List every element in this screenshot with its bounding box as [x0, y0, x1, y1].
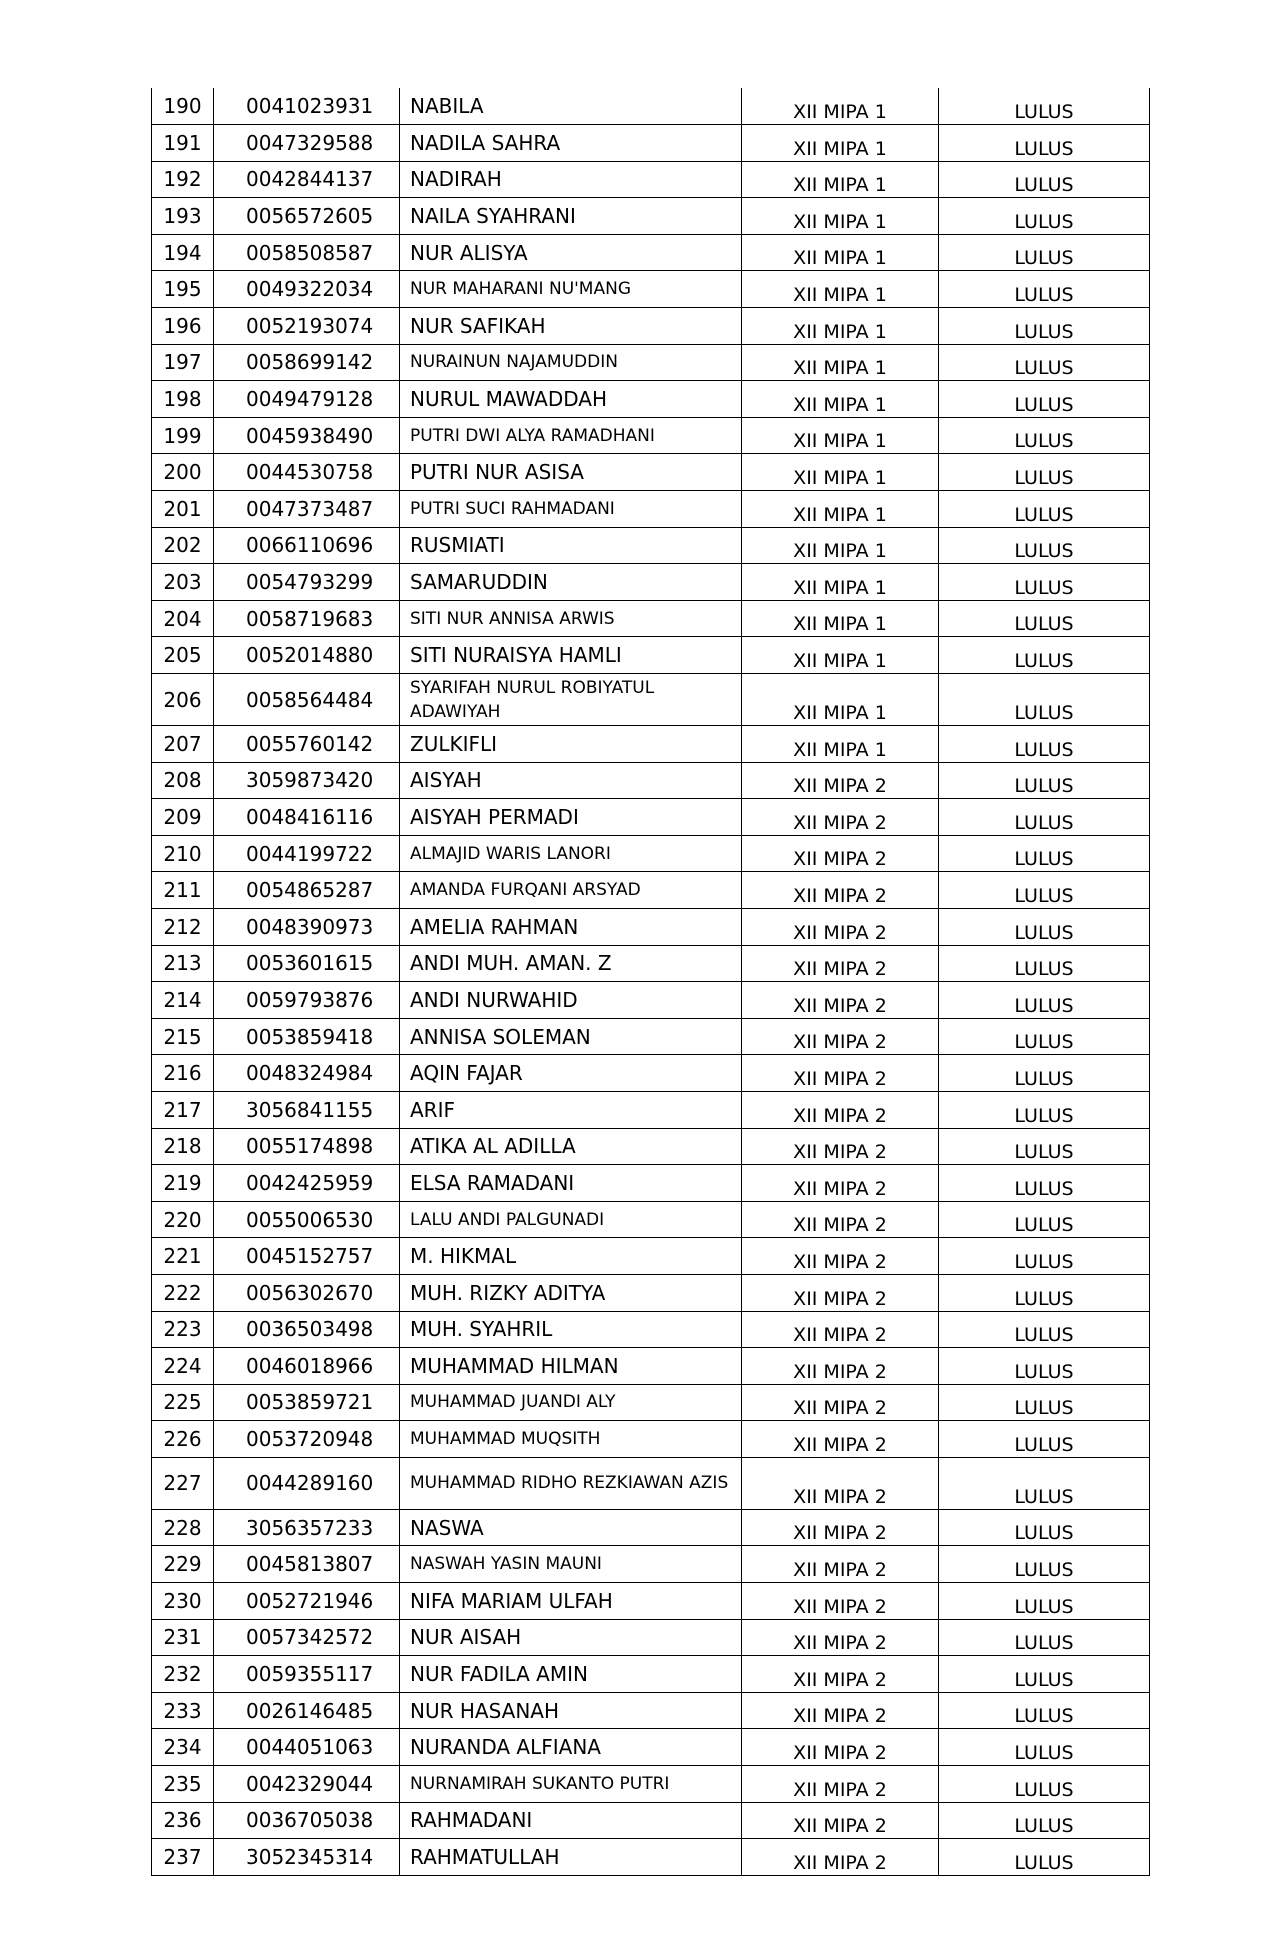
row-number: 235 — [152, 1766, 214, 1803]
row-number: 192 — [152, 161, 214, 198]
student-class: XII MIPA 2 — [742, 1457, 939, 1509]
student-name: NUR AISAH — [400, 1619, 742, 1656]
graduation-status: LULUS — [939, 454, 1150, 491]
student-id: 0044051063 — [214, 1729, 400, 1766]
student-id: 0052193074 — [214, 308, 400, 345]
table-row — [152, 945, 1150, 982]
row-number: 205 — [152, 637, 214, 674]
student-class: XII MIPA 2 — [742, 1583, 939, 1620]
table-row — [152, 491, 1150, 528]
row-number: 236 — [152, 1802, 214, 1839]
student-name: SITI NUR ANNISA ARWIS — [400, 600, 742, 637]
table-row — [152, 726, 1150, 763]
table-row — [152, 1839, 1150, 1876]
graduation-status: LULUS — [939, 381, 1150, 418]
student-name: NUR MAHARANI NU'MANG — [400, 271, 742, 308]
student-id: 0058699142 — [214, 344, 400, 381]
student-name: NUR ALISYA — [400, 234, 742, 271]
row-number: 212 — [152, 908, 214, 945]
graduation-status: LULUS — [939, 674, 1150, 726]
student-class: XII MIPA 1 — [742, 674, 939, 726]
row-number: 193 — [152, 198, 214, 235]
student-name: ANDI MUH. AMAN. Z — [400, 945, 742, 982]
student-class: XII MIPA 2 — [742, 1091, 939, 1128]
table-row — [152, 799, 1150, 836]
row-number: 203 — [152, 564, 214, 601]
student-class: XII MIPA 2 — [742, 1656, 939, 1693]
row-number: 206 — [152, 674, 214, 726]
table-row — [152, 381, 1150, 418]
student-class: XII MIPA 2 — [742, 1802, 939, 1839]
row-number: 237 — [152, 1839, 214, 1876]
student-id: 0044199722 — [214, 835, 400, 872]
graduation-status: LULUS — [939, 88, 1150, 125]
student-id: 0045938490 — [214, 417, 400, 454]
student-class: XII MIPA 2 — [742, 1311, 939, 1348]
graduation-status: LULUS — [939, 234, 1150, 271]
student-id: 0055174898 — [214, 1128, 400, 1165]
student-id: 0055006530 — [214, 1201, 400, 1238]
student-id: 0053859721 — [214, 1384, 400, 1421]
table-row — [152, 674, 1150, 726]
graduation-status: LULUS — [939, 1201, 1150, 1238]
student-class: XII MIPA 1 — [742, 527, 939, 564]
student-name: SITI NURAISYA HAMLI — [400, 637, 742, 674]
graduation-status: LULUS — [939, 1583, 1150, 1620]
table-row — [152, 1201, 1150, 1238]
student-class: XII MIPA 1 — [742, 491, 939, 528]
graduation-status: LULUS — [939, 1457, 1150, 1509]
student-id: 0042425959 — [214, 1165, 400, 1202]
row-number: 220 — [152, 1201, 214, 1238]
student-id: 0026146485 — [214, 1692, 400, 1729]
table-row — [152, 1018, 1150, 1055]
student-name: ELSA RAMADANI — [400, 1165, 742, 1202]
student-class: XII MIPA 2 — [742, 1384, 939, 1421]
table-row — [152, 1509, 1150, 1546]
row-number: 226 — [152, 1421, 214, 1458]
student-class: XII MIPA 2 — [742, 872, 939, 909]
student-id: 0048324984 — [214, 1055, 400, 1092]
table-row — [152, 982, 1150, 1019]
student-name: NASWA — [400, 1509, 742, 1546]
table-row — [152, 872, 1150, 909]
student-class: XII MIPA 1 — [742, 271, 939, 308]
student-name: PUTRI SUCI RAHMADANI — [400, 491, 742, 528]
student-id: 0052014880 — [214, 637, 400, 674]
table-row — [152, 1457, 1150, 1509]
student-name: LALU ANDI PALGUNADI — [400, 1201, 742, 1238]
table-row — [152, 1238, 1150, 1275]
table-row — [152, 564, 1150, 601]
graduation-status: LULUS — [939, 1619, 1150, 1656]
student-id: 0047329588 — [214, 125, 400, 162]
student-class: XII MIPA 2 — [742, 908, 939, 945]
student-name: AMANDA FURQANI ARSYAD — [400, 872, 742, 909]
row-number: 213 — [152, 945, 214, 982]
row-number: 208 — [152, 762, 214, 799]
graduation-status: LULUS — [939, 417, 1150, 454]
student-name: MUHAMMAD RIDHO REZKIAWAN AZIS — [400, 1457, 742, 1509]
student-id: 0042844137 — [214, 161, 400, 198]
row-number: 202 — [152, 527, 214, 564]
table-row — [152, 125, 1150, 162]
table-row — [152, 1384, 1150, 1421]
student-class: XII MIPA 2 — [742, 1238, 939, 1275]
student-id: 0047373487 — [214, 491, 400, 528]
graduation-status: LULUS — [939, 1802, 1150, 1839]
graduation-status: LULUS — [939, 161, 1150, 198]
student-class: XII MIPA 2 — [742, 1274, 939, 1311]
row-number: 219 — [152, 1165, 214, 1202]
student-id: 0052721946 — [214, 1583, 400, 1620]
student-id: 0045152757 — [214, 1238, 400, 1275]
graduation-status: LULUS — [939, 271, 1150, 308]
graduation-status: LULUS — [939, 1421, 1150, 1458]
student-class: XII MIPA 1 — [742, 198, 939, 235]
student-id: 0059793876 — [214, 982, 400, 1019]
student-class: XII MIPA 1 — [742, 726, 939, 763]
table-row — [152, 1128, 1150, 1165]
student-class: XII MIPA 2 — [742, 762, 939, 799]
row-number: 207 — [152, 726, 214, 763]
student-name: NURANDA ALFIANA — [400, 1729, 742, 1766]
student-class: XII MIPA 2 — [742, 1128, 939, 1165]
student-class: XII MIPA 1 — [742, 600, 939, 637]
graduation-status: LULUS — [939, 125, 1150, 162]
graduation-status: LULUS — [939, 1128, 1150, 1165]
row-number: 223 — [152, 1311, 214, 1348]
student-name: M. HIKMAL — [400, 1238, 742, 1275]
student-name: AQIN FAJAR — [400, 1055, 742, 1092]
student-name: RAHMATULLAH — [400, 1839, 742, 1876]
student-id: 0054865287 — [214, 872, 400, 909]
student-name: NUR HASANAH — [400, 1692, 742, 1729]
student-name: MUH. SYAHRIL — [400, 1311, 742, 1348]
student-name: NABILA — [400, 88, 742, 125]
table-row — [152, 527, 1150, 564]
student-class: XII MIPA 2 — [742, 1165, 939, 1202]
student-id: 0042329044 — [214, 1766, 400, 1803]
graduation-status: LULUS — [939, 1766, 1150, 1803]
student-name: NADIRAH — [400, 161, 742, 198]
student-id: 0053601615 — [214, 945, 400, 982]
row-number: 201 — [152, 491, 214, 528]
student-id: 3059873420 — [214, 762, 400, 799]
student-class: XII MIPA 1 — [742, 161, 939, 198]
graduation-status: LULUS — [939, 1509, 1150, 1546]
student-class: XII MIPA 2 — [742, 1509, 939, 1546]
table-row — [152, 600, 1150, 637]
student-name: NURNAMIRAH SUKANTO PUTRI — [400, 1766, 742, 1803]
student-name: NIFA MARIAM ULFAH — [400, 1583, 742, 1620]
row-number: 209 — [152, 799, 214, 836]
row-number: 204 — [152, 600, 214, 637]
graduation-status: LULUS — [939, 564, 1150, 601]
student-class: XII MIPA 1 — [742, 381, 939, 418]
graduation-status: LULUS — [939, 908, 1150, 945]
row-number: 191 — [152, 125, 214, 162]
graduation-status: LULUS — [939, 762, 1150, 799]
row-number: 218 — [152, 1128, 214, 1165]
student-name: NUR SAFIKAH — [400, 308, 742, 345]
student-id: 0056572605 — [214, 198, 400, 235]
student-id: 3056357233 — [214, 1509, 400, 1546]
student-name: PUTRI NUR ASISA — [400, 454, 742, 491]
student-name: ALMAJID WARIS LANORI — [400, 835, 742, 872]
graduation-status: LULUS — [939, 1546, 1150, 1583]
table-row — [152, 1091, 1150, 1128]
student-id: 0046018966 — [214, 1348, 400, 1385]
row-number: 231 — [152, 1619, 214, 1656]
table-row — [152, 1165, 1150, 1202]
student-id: 0057342572 — [214, 1619, 400, 1656]
student-name: NURUL MAWADDAH — [400, 381, 742, 418]
student-name: AISYAH — [400, 762, 742, 799]
table-row — [152, 1692, 1150, 1729]
table-row — [152, 1802, 1150, 1839]
student-class: XII MIPA 2 — [742, 1201, 939, 1238]
student-name: SAMARUDDIN — [400, 564, 742, 601]
table-row — [152, 1583, 1150, 1620]
row-number: 211 — [152, 872, 214, 909]
row-number: 215 — [152, 1018, 214, 1055]
student-name: ARIF — [400, 1091, 742, 1128]
student-class: XII MIPA 1 — [742, 308, 939, 345]
student-id: 0044530758 — [214, 454, 400, 491]
row-number: 222 — [152, 1274, 214, 1311]
graduation-status: LULUS — [939, 982, 1150, 1019]
student-name: AMELIA RAHMAN — [400, 908, 742, 945]
student-class: XII MIPA 1 — [742, 344, 939, 381]
student-id: 0054793299 — [214, 564, 400, 601]
graduation-status: LULUS — [939, 637, 1150, 674]
student-class: XII MIPA 1 — [742, 454, 939, 491]
student-class: XII MIPA 2 — [742, 1839, 939, 1876]
student-id: 0045813807 — [214, 1546, 400, 1583]
graduation-status: LULUS — [939, 600, 1150, 637]
student-id: 0058564484 — [214, 674, 400, 726]
graduation-status: LULUS — [939, 1165, 1150, 1202]
row-number: 210 — [152, 835, 214, 872]
graduation-status: LULUS — [939, 726, 1150, 763]
graduation-list — [151, 88, 1149, 1876]
table-row — [152, 417, 1150, 454]
table-row — [152, 1766, 1150, 1803]
student-id: 0066110696 — [214, 527, 400, 564]
graduation-status: LULUS — [939, 1729, 1150, 1766]
graduation-status: LULUS — [939, 872, 1150, 909]
row-number: 234 — [152, 1729, 214, 1766]
student-class: XII MIPA 1 — [742, 234, 939, 271]
graduation-status: LULUS — [939, 1238, 1150, 1275]
student-name: NURAINUN NAJAMUDDIN — [400, 344, 742, 381]
table-row — [152, 1055, 1150, 1092]
student-name: MUHAMMAD JUANDI ALY — [400, 1384, 742, 1421]
student-id: 0041023931 — [214, 88, 400, 125]
student-class: XII MIPA 2 — [742, 1692, 939, 1729]
student-class: XII MIPA 2 — [742, 1619, 939, 1656]
table-row — [152, 1274, 1150, 1311]
table-row — [152, 1348, 1150, 1385]
student-name: NAILA SYAHRANI — [400, 198, 742, 235]
row-number: 217 — [152, 1091, 214, 1128]
student-class: XII MIPA 2 — [742, 1348, 939, 1385]
student-class: XII MIPA 2 — [742, 1055, 939, 1092]
student-name: ZULKIFLI — [400, 726, 742, 763]
table-row — [152, 1656, 1150, 1693]
student-id: 0048416116 — [214, 799, 400, 836]
student-id: 0058508587 — [214, 234, 400, 271]
student-class: XII MIPA 2 — [742, 1421, 939, 1458]
student-class: XII MIPA 2 — [742, 1018, 939, 1055]
student-name: AISYAH PERMADI — [400, 799, 742, 836]
row-number: 228 — [152, 1509, 214, 1546]
table-row — [152, 1546, 1150, 1583]
student-name: ANDI NURWAHID — [400, 982, 742, 1019]
graduation-table — [151, 88, 1150, 1876]
student-name: MUHAMMAD MUQSITH — [400, 1421, 742, 1458]
row-number: 230 — [152, 1583, 214, 1620]
student-name: NADILA SAHRA — [400, 125, 742, 162]
row-number: 196 — [152, 308, 214, 345]
graduation-status: LULUS — [939, 1055, 1150, 1092]
student-id: 0044289160 — [214, 1457, 400, 1509]
student-name: ANNISA SOLEMAN — [400, 1018, 742, 1055]
graduation-status: LULUS — [939, 799, 1150, 836]
row-number: 195 — [152, 271, 214, 308]
student-id: 0049479128 — [214, 381, 400, 418]
student-id: 0048390973 — [214, 908, 400, 945]
row-number: 214 — [152, 982, 214, 1019]
student-id: 0036503498 — [214, 1311, 400, 1348]
student-id: 3056841155 — [214, 1091, 400, 1128]
table-row — [152, 234, 1150, 271]
graduation-status: LULUS — [939, 1839, 1150, 1876]
table-row — [152, 1619, 1150, 1656]
row-number: 216 — [152, 1055, 214, 1092]
table-row — [152, 1311, 1150, 1348]
student-name: ATIKA AL ADILLA — [400, 1128, 742, 1165]
student-id: 0055760142 — [214, 726, 400, 763]
table-row — [152, 161, 1150, 198]
table-row — [152, 344, 1150, 381]
row-number: 225 — [152, 1384, 214, 1421]
graduation-status: LULUS — [939, 527, 1150, 564]
graduation-status: LULUS — [939, 1692, 1150, 1729]
student-name: RAHMADANI — [400, 1802, 742, 1839]
row-number: 197 — [152, 344, 214, 381]
graduation-status: LULUS — [939, 198, 1150, 235]
student-class: XII MIPA 2 — [742, 835, 939, 872]
student-name: MUH. RIZKY ADITYA — [400, 1274, 742, 1311]
table-row — [152, 762, 1150, 799]
student-id: 0059355117 — [214, 1656, 400, 1693]
table-row — [152, 271, 1150, 308]
student-class: XII MIPA 1 — [742, 417, 939, 454]
row-number: 198 — [152, 381, 214, 418]
graduation-status: LULUS — [939, 308, 1150, 345]
row-number: 233 — [152, 1692, 214, 1729]
student-id: 0058719683 — [214, 600, 400, 637]
graduation-status: LULUS — [939, 1018, 1150, 1055]
student-name: RUSMIATI — [400, 527, 742, 564]
student-name: NUR FADILA AMIN — [400, 1656, 742, 1693]
row-number: 229 — [152, 1546, 214, 1583]
student-class: XII MIPA 2 — [742, 1729, 939, 1766]
table-row — [152, 835, 1150, 872]
row-number: 190 — [152, 88, 214, 125]
table-row — [152, 454, 1150, 491]
graduation-status: LULUS — [939, 1091, 1150, 1128]
graduation-status: LULUS — [939, 945, 1150, 982]
table-row — [152, 1421, 1150, 1458]
student-name: NASWAH YASIN MAUNI — [400, 1546, 742, 1583]
student-class: XII MIPA 2 — [742, 945, 939, 982]
student-class: XII MIPA 1 — [742, 637, 939, 674]
table-row — [152, 908, 1150, 945]
row-number: 227 — [152, 1457, 214, 1509]
row-number: 224 — [152, 1348, 214, 1385]
graduation-status: LULUS — [939, 1311, 1150, 1348]
table-row — [152, 198, 1150, 235]
student-class: XII MIPA 2 — [742, 1766, 939, 1803]
row-number: 232 — [152, 1656, 214, 1693]
table-body — [152, 88, 1150, 1875]
table-row — [152, 88, 1150, 125]
graduation-status: LULUS — [939, 1384, 1150, 1421]
table-row — [152, 637, 1150, 674]
row-number: 199 — [152, 417, 214, 454]
graduation-status: LULUS — [939, 1274, 1150, 1311]
student-class: XII MIPA 1 — [742, 125, 939, 162]
table-row — [152, 1729, 1150, 1766]
student-id: 0036705038 — [214, 1802, 400, 1839]
student-name: MUHAMMAD HILMAN — [400, 1348, 742, 1385]
student-class: XII MIPA 1 — [742, 564, 939, 601]
row-number: 200 — [152, 454, 214, 491]
row-number: 194 — [152, 234, 214, 271]
student-id: 0049322034 — [214, 271, 400, 308]
student-id: 0053720948 — [214, 1421, 400, 1458]
student-name: PUTRI DWI ALYA RAMADHANI — [400, 417, 742, 454]
row-number: 221 — [152, 1238, 214, 1275]
graduation-status: LULUS — [939, 835, 1150, 872]
graduation-status: LULUS — [939, 1348, 1150, 1385]
graduation-status: LULUS — [939, 491, 1150, 528]
table-row — [152, 308, 1150, 345]
student-class: XII MIPA 2 — [742, 982, 939, 1019]
student-name: SYARIFAH NURUL ROBIYATUL ADAWIYAH — [400, 674, 742, 726]
student-class: XII MIPA 2 — [742, 1546, 939, 1583]
graduation-status: LULUS — [939, 344, 1150, 381]
student-class: XII MIPA 2 — [742, 799, 939, 836]
student-id: 0056302670 — [214, 1274, 400, 1311]
graduation-status: LULUS — [939, 1656, 1150, 1693]
student-class: XII MIPA 1 — [742, 88, 939, 125]
student-id: 3052345314 — [214, 1839, 400, 1876]
student-id: 0053859418 — [214, 1018, 400, 1055]
